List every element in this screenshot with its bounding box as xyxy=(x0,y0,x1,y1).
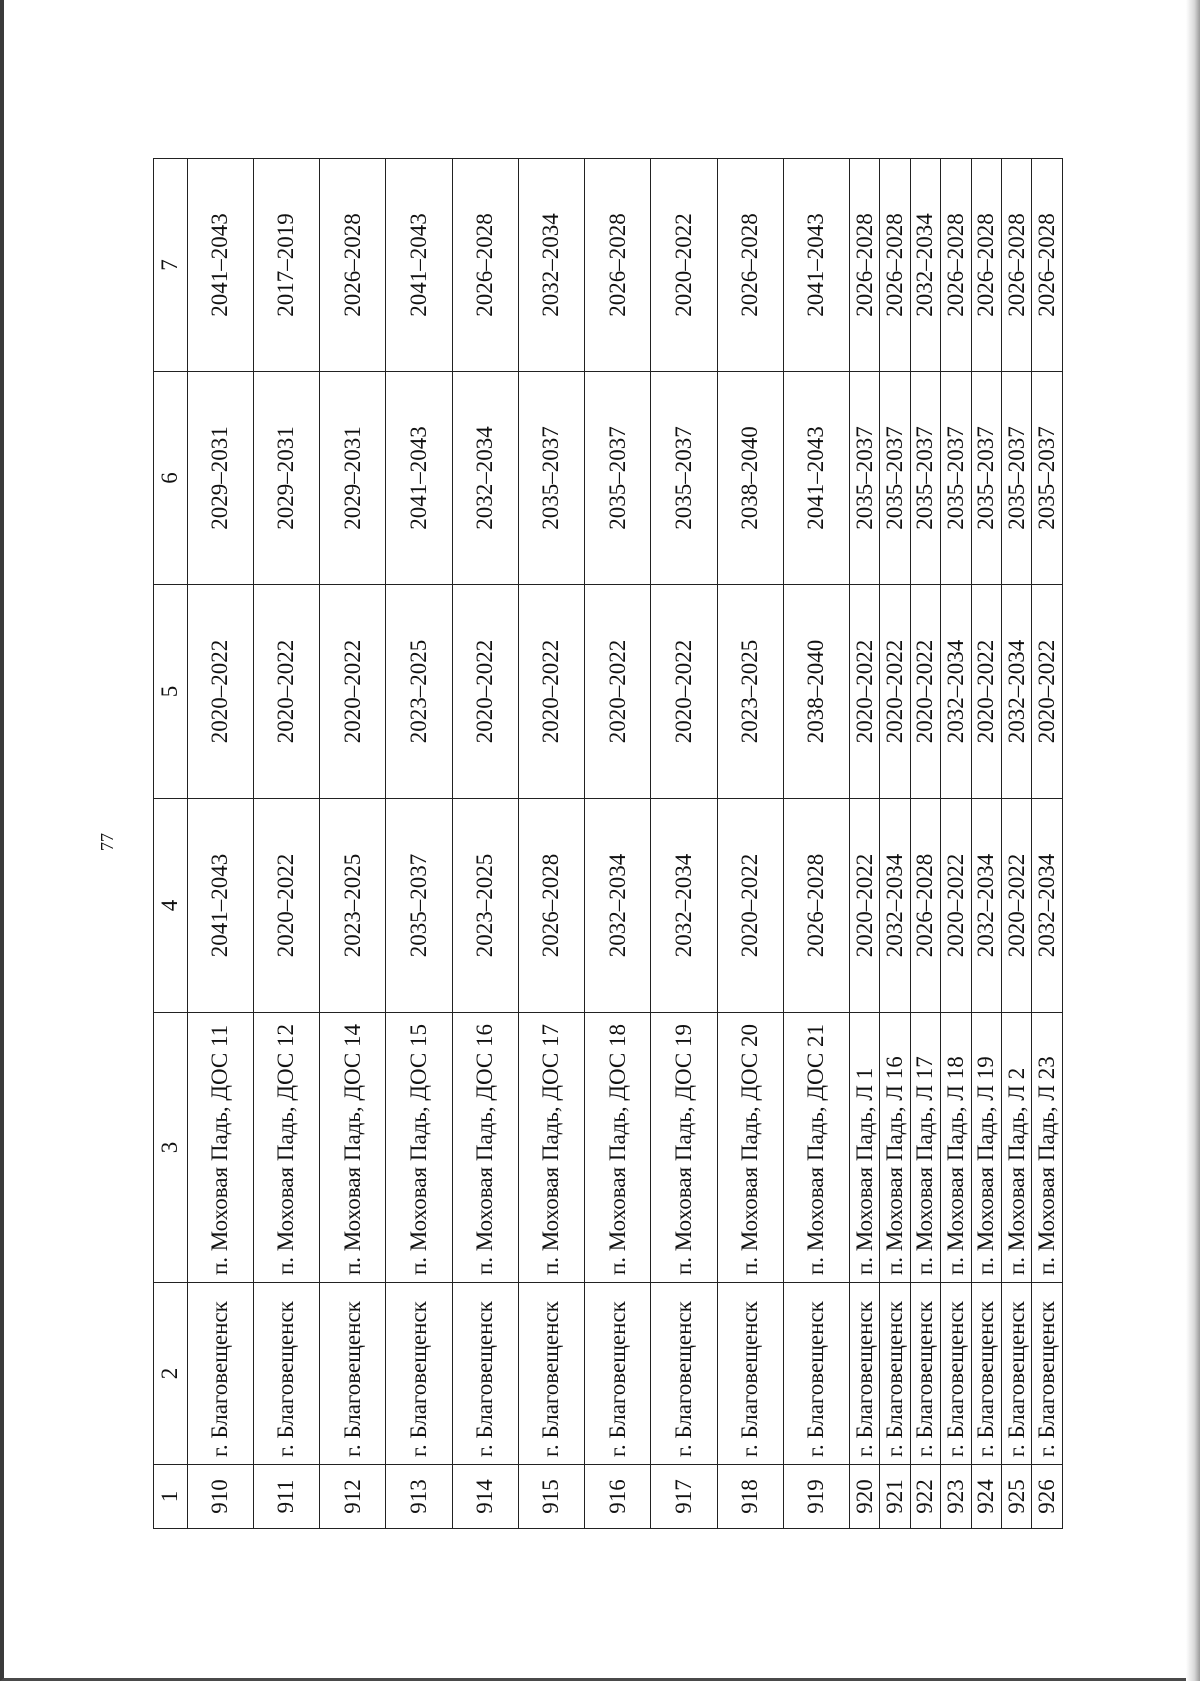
table-cell-c2: г. Благовещенск xyxy=(452,1283,518,1465)
table-cell-c7: 2026–2028 xyxy=(1002,159,1032,372)
table-cell-c7: 2041–2043 xyxy=(187,159,253,372)
table-cell-c3: п. Моховая Падь, ДОС 16 xyxy=(452,1013,518,1283)
header-cell-4: 4 xyxy=(154,799,188,1013)
table-cell-c6: 2035–2037 xyxy=(910,372,940,585)
table-cell-c5: 2020–2022 xyxy=(910,585,940,799)
table-cell-c1: 912 xyxy=(320,1465,386,1529)
table-cell-c4: 2026–2028 xyxy=(910,799,940,1013)
table-cell-c7: 2026–2028 xyxy=(941,159,971,372)
table-cell-c3: п. Моховая Падь, Л 17 xyxy=(910,1013,940,1283)
table-cell-c1: 917 xyxy=(651,1465,717,1529)
table-cell-c7: 2026–2028 xyxy=(850,159,880,372)
table-cell-c2: г. Благовещенск xyxy=(187,1283,253,1465)
table-row xyxy=(717,159,783,1529)
table-cell-c4: 2020–2022 xyxy=(253,799,319,1013)
table-cell-c1: 910 xyxy=(187,1465,253,1529)
table-cell-c5: 2020–2022 xyxy=(585,585,651,799)
table-cell-c5: 2020–2022 xyxy=(452,585,518,799)
table-cell-c7: 2017–2019 xyxy=(253,159,319,372)
table-cell-c4: 2035–2037 xyxy=(386,799,452,1013)
header-cell-2: 2 xyxy=(154,1283,188,1465)
table-cell-c6: 2035–2037 xyxy=(518,372,584,585)
table-cell-c3: п. Моховая Падь, Л 23 xyxy=(1032,1013,1063,1283)
table-cell-c6: 2035–2037 xyxy=(1002,372,1032,585)
table-cell-c3: п. Моховая Падь, ДОС 15 xyxy=(386,1013,452,1283)
table-cell-c1: 914 xyxy=(452,1465,518,1529)
table-cell-c1: 916 xyxy=(585,1465,651,1529)
table-cell-c6: 2041–2043 xyxy=(783,372,849,585)
table-row xyxy=(1002,159,1032,1529)
table-cell-c2: г. Благовещенск xyxy=(518,1283,584,1465)
table-header-row xyxy=(154,159,188,1529)
table-cell-c2: г. Благовещенск xyxy=(910,1283,940,1465)
table-cell-c2: г. Благовещенск xyxy=(880,1283,910,1465)
table-cell-c4: 2026–2028 xyxy=(783,799,849,1013)
table-cell-c7: 2026–2028 xyxy=(880,159,910,372)
table-cell-c3: п. Моховая Падь, ДОС 11 xyxy=(187,1013,253,1283)
table-cell-c3: п. Моховая Падь, ДОС 14 xyxy=(320,1013,386,1283)
table-cell-c1: 918 xyxy=(717,1465,783,1529)
table-row xyxy=(850,159,880,1529)
table-cell-c3: п. Моховая Падь, ДОС 19 xyxy=(651,1013,717,1283)
table-cell-c6: 2041–2043 xyxy=(386,372,452,585)
table-row xyxy=(585,159,651,1529)
table-cell-c6: 2038–2040 xyxy=(717,372,783,585)
table-cell-c3: п. Моховая Падь, ДОС 12 xyxy=(253,1013,319,1283)
table-cell-c4: 2032–2034 xyxy=(880,799,910,1013)
table-cell-c3: п. Моховая Падь, ДОС 18 xyxy=(585,1013,651,1283)
table-cell-c2: г. Благовещенск xyxy=(850,1283,880,1465)
table-cell-c3: п. Моховая Падь, ДОС 17 xyxy=(518,1013,584,1283)
table-cell-c2: г. Благовещенск xyxy=(971,1283,1001,1465)
header-cell-7: 7 xyxy=(154,159,188,372)
table-cell-c1: 924 xyxy=(971,1465,1001,1529)
table-cell-c7: 2026–2028 xyxy=(717,159,783,372)
table-cell-c5: 2023–2025 xyxy=(717,585,783,799)
table-cell-c2: г. Благовещенск xyxy=(651,1283,717,1465)
table-cell-c4: 2020–2022 xyxy=(850,799,880,1013)
table-cell-c2: г. Благовещенск xyxy=(941,1283,971,1465)
table-cell-c3: п. Моховая Падь, Л 1 xyxy=(850,1013,880,1283)
table-row xyxy=(880,159,910,1529)
table-cell-c6: 2029–2031 xyxy=(253,372,319,585)
table-cell-c2: г. Благовещенск xyxy=(1002,1283,1032,1465)
table-cell-c4: 2020–2022 xyxy=(717,799,783,1013)
table-cell-c1: 919 xyxy=(783,1465,849,1529)
table-cell-c4: 2032–2034 xyxy=(585,799,651,1013)
table-cell-c7: 2041–2043 xyxy=(386,159,452,372)
header-cell-5: 5 xyxy=(154,585,188,799)
table-row xyxy=(1032,159,1063,1529)
table-cell-c6: 2035–2037 xyxy=(651,372,717,585)
table-cell-c7: 2041–2043 xyxy=(783,159,849,372)
table-cell-c1: 911 xyxy=(253,1465,319,1529)
table-cell-c5: 2020–2022 xyxy=(880,585,910,799)
table-cell-c1: 921 xyxy=(880,1465,910,1529)
table-cell-c7: 2026–2028 xyxy=(452,159,518,372)
table-cell-c1: 922 xyxy=(910,1465,940,1529)
table-cell-c1: 920 xyxy=(850,1465,880,1529)
table-cell-c6: 2035–2037 xyxy=(585,372,651,585)
table-cell-c2: г. Благовещенск xyxy=(386,1283,452,1465)
data-table xyxy=(153,158,1063,1529)
table-cell-c6: 2035–2037 xyxy=(850,372,880,585)
table-cell-c7: 2020–2022 xyxy=(651,159,717,372)
table-cell-c7: 2026–2028 xyxy=(1032,159,1063,372)
table-cell-c4: 2020–2022 xyxy=(941,799,971,1013)
header-cell-3: 3 xyxy=(154,1013,188,1283)
table-cell-c1: 923 xyxy=(941,1465,971,1529)
table-cell-c6: 2029–2031 xyxy=(320,372,386,585)
table-cell-c2: г. Благовещенск xyxy=(320,1283,386,1465)
rotated-table-container xyxy=(153,159,1063,1529)
table-cell-c4: 2026–2028 xyxy=(518,799,584,1013)
table-cell-c5: 2020–2022 xyxy=(850,585,880,799)
table-cell-c6: 2035–2037 xyxy=(880,372,910,585)
table-cell-c5: 2020–2022 xyxy=(187,585,253,799)
table-cell-c5: 2032–2034 xyxy=(941,585,971,799)
table-cell-c2: г. Благовещенск xyxy=(1032,1283,1063,1465)
table-cell-c7: 2032–2034 xyxy=(518,159,584,372)
table-cell-c4: 2023–2025 xyxy=(452,799,518,1013)
table-cell-c3: п. Моховая Падь, Л 19 xyxy=(971,1013,1001,1283)
table-cell-c3: п. Моховая Падь, Л 18 xyxy=(941,1013,971,1283)
header-cell-6: 6 xyxy=(154,372,188,585)
table-row xyxy=(386,159,452,1529)
table-cell-c4: 2032–2034 xyxy=(1032,799,1063,1013)
table-cell-c1: 915 xyxy=(518,1465,584,1529)
table-cell-c4: 2041–2043 xyxy=(187,799,253,1013)
table-cell-c2: г. Благовещенск xyxy=(717,1283,783,1465)
table-cell-c3: п. Моховая Падь, Л 16 xyxy=(880,1013,910,1283)
scan-edge-shadow xyxy=(1186,0,1200,1681)
table-cell-c1: 925 xyxy=(1002,1465,1032,1529)
table-cell-c2: г. Благовещенск xyxy=(253,1283,319,1465)
table-row xyxy=(971,159,1001,1529)
table-cell-c5: 2020–2022 xyxy=(651,585,717,799)
table-row xyxy=(941,159,971,1529)
table-cell-c4: 2032–2034 xyxy=(651,799,717,1013)
table-cell-c7: 2026–2028 xyxy=(585,159,651,372)
table-cell-c6: 2032–2034 xyxy=(452,372,518,585)
table-cell-c1: 913 xyxy=(386,1465,452,1529)
table-cell-c4: 2023–2025 xyxy=(320,799,386,1013)
table-cell-c5: 2020–2022 xyxy=(1032,585,1063,799)
table-row xyxy=(187,159,253,1529)
table-cell-c6: 2035–2037 xyxy=(1032,372,1063,585)
table-cell-c6: 2035–2037 xyxy=(941,372,971,585)
table-cell-c5: 2020–2022 xyxy=(253,585,319,799)
table-cell-c7: 2032–2034 xyxy=(910,159,940,372)
table-cell-c5: 2032–2034 xyxy=(1002,585,1032,799)
table-cell-c1: 926 xyxy=(1032,1465,1063,1529)
table-cell-c6: 2035–2037 xyxy=(971,372,1001,585)
table-cell-c7: 2026–2028 xyxy=(320,159,386,372)
table-cell-c5: 2020–2022 xyxy=(518,585,584,799)
table-cell-c5: 2020–2022 xyxy=(320,585,386,799)
table-row xyxy=(651,159,717,1529)
table-cell-c5: 2038–2040 xyxy=(783,585,849,799)
table-body xyxy=(154,159,1063,1529)
table-cell-c4: 2032–2034 xyxy=(971,799,1001,1013)
table-cell-c5: 2020–2022 xyxy=(971,585,1001,799)
table-cell-c6: 2029–2031 xyxy=(187,372,253,585)
table-cell-c7: 2026–2028 xyxy=(971,159,1001,372)
table-cell-c2: г. Благовещенск xyxy=(783,1283,849,1465)
table-cell-c5: 2023–2025 xyxy=(386,585,452,799)
header-cell-1: 1 xyxy=(154,1465,188,1529)
table-row xyxy=(783,159,849,1529)
table-row xyxy=(452,159,518,1529)
table-cell-c2: г. Благовещенск xyxy=(585,1283,651,1465)
table-cell-c4: 2020–2022 xyxy=(1002,799,1032,1013)
page-number: 77 xyxy=(97,833,117,851)
table-cell-c3: п. Моховая Падь, Л 2 xyxy=(1002,1013,1032,1283)
table-row xyxy=(320,159,386,1529)
table-row xyxy=(518,159,584,1529)
table-row xyxy=(910,159,940,1529)
table-cell-c3: п. Моховая Падь, ДОС 21 xyxy=(783,1013,849,1283)
table-row xyxy=(253,159,319,1529)
table-cell-c3: п. Моховая Падь, ДОС 20 xyxy=(717,1013,783,1283)
